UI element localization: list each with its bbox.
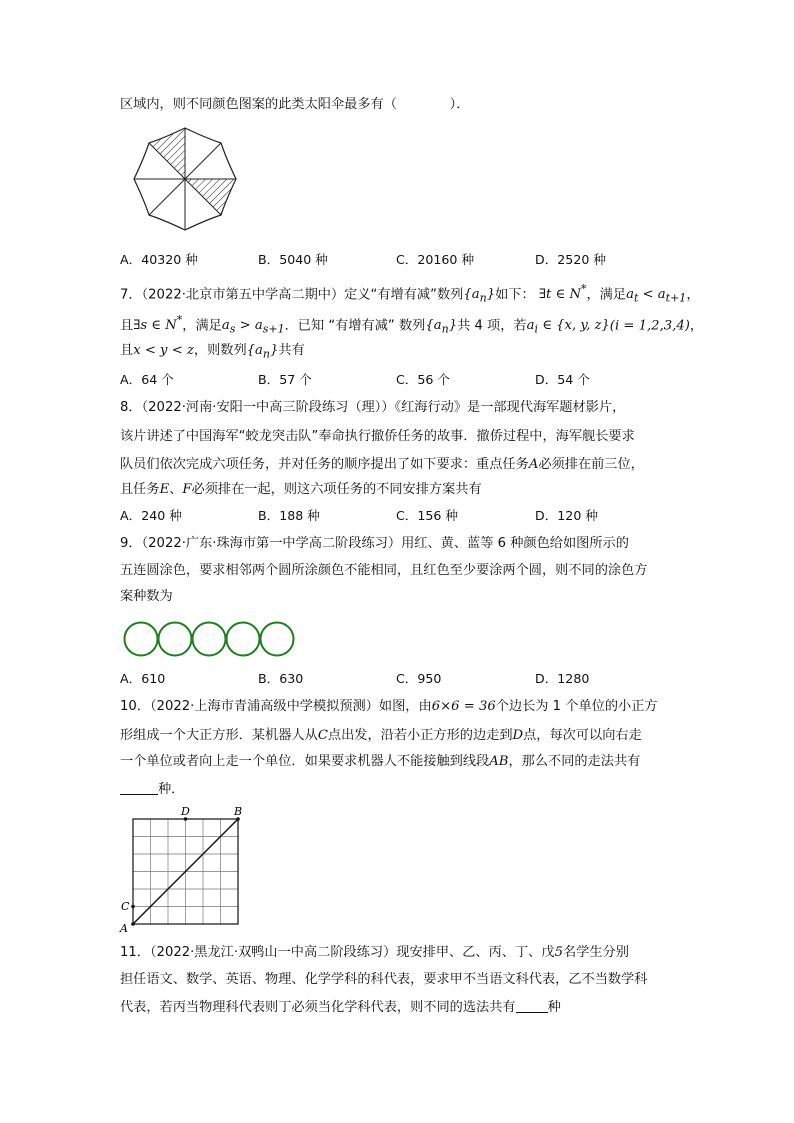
point-a — [131, 922, 135, 926]
q10-line-4: 种． — [120, 780, 184, 799]
q6-tail-text: 区域内，则不同颜色图案的此类太阳伞最多有（ ）． — [120, 97, 470, 112]
q10-line-3: 一个单位或者向上走一个单位．如果要求机器人不能接触到线段AB，那么不同的走法共有 — [120, 754, 641, 769]
umbrella-figure — [128, 122, 242, 236]
q6-option-c: C．20160 种 — [396, 252, 475, 267]
grid-figure — [116, 804, 256, 934]
q7-option-c: C．56 个 — [396, 372, 451, 387]
q10-line-2: 形组成一个大正方形．某机器人从C点出发，沿若小正方形的边走到D点，每次可以向右走 — [120, 728, 642, 743]
q8-line-4: 且任务E、F必须排在一起，则这六项任务的不同安排方案共有 — [120, 482, 482, 497]
five-circles-figure — [122, 619, 298, 659]
answer-blank — [120, 780, 158, 795]
label-a: A — [120, 922, 128, 934]
q7-option-a: A．64 个 — [120, 372, 174, 387]
point-c — [131, 905, 135, 909]
q7-option-d: D．54 个 — [535, 372, 590, 387]
q9-line-1: 9．（2022·广东·珠海市第一中学高二阶段练习）用红、黄、蓝等 6 种颜色给如图所示的 — [120, 536, 629, 551]
q6-option-a: A．40320 种 — [120, 252, 198, 267]
q9-option-a: A．610 — [120, 671, 166, 686]
q8-option-b: B．188 种 — [258, 508, 320, 523]
label-b: B — [234, 805, 243, 818]
q9-line-2: 五连圆涂色，要求相邻两个圆所涂颜色不能相同，且红色至少要涂两个圆，则不同的涂色方 — [120, 563, 648, 578]
answer-blank — [516, 998, 548, 1013]
q6-option-b: B．5040 种 — [258, 252, 328, 267]
q7-line-3: 且x < y < z，则数列$\{a_n\}$共有 — [120, 343, 305, 361]
q8-line-2: 该片讲述了中国海军“蛟龙突击队”奉命执行撤侨任务的故事．撤侨过程中，海军舰长要求 — [120, 429, 635, 444]
q8-line-3: 队员们依次完成六项任务，并对任务的顺序提出了如下要求：重点任务A必须排在前三位， — [120, 457, 644, 472]
circle-4 — [227, 623, 260, 656]
q8-option-a: A．240 种 — [120, 508, 182, 523]
circle-3 — [193, 623, 226, 656]
q9-option-d: D．1280 — [535, 671, 590, 686]
q11-line-3: 代表，若丙当物理科代表则丁必须当化学科代表，则不同的选法共有 种 — [120, 1000, 561, 1015]
q9-option-b: B．630 — [258, 671, 304, 686]
q9-option-c: C．950 — [396, 671, 442, 686]
q8-option-d: D．120 种 — [535, 508, 598, 523]
circle-2 — [159, 623, 192, 656]
q7-option-b: B．57 个 — [258, 372, 312, 387]
circle-1 — [125, 623, 158, 656]
circle-5 — [261, 623, 294, 656]
label-d: D — [181, 805, 190, 818]
q6-option-d: D．2520 种 — [535, 252, 606, 267]
q8-option-c: C．156 种 — [396, 508, 459, 523]
label-c: C — [121, 900, 130, 913]
q8-line-1: 8．（2022·河南·安阳一中高三阶段练习（理））《红海行动》是一部现代海军题材影片， — [120, 400, 626, 415]
q7-line-1: 7．（2022·北京市第五中学高二期中）定义“有增有减”数列$\{a_n\}$如下： ∃t ∈ N*，满足$a_t < a_{t+1}$， — [120, 283, 700, 306]
q10-line-1: 10．（2022·上海市青浦高级中学模拟预测）如图，由6×6 = 36个边长为 1 个单位的小正方 — [120, 699, 658, 714]
q11-line-1: 11．（2022·黑龙江·双鸭山一中高二阶段练习）现安排甲、乙、丙、丁、戊5名学生分别 — [120, 945, 629, 960]
q7-line-2: 且∃s ∈ N*，满足$a_s > a_{s+1}$．已知 “有增有减” 数列$\{a_n\}$共 4 项，若$a_i$ ∈ {x, y, z}(i = 1,2,3,4)， — [120, 314, 704, 337]
q11-line-2: 担任语文、数学、英语、物理、化学学科的科代表，要求甲不当语文科代表，乙不当数学科 — [120, 972, 648, 987]
q9-line-3: 案种数为 — [120, 589, 173, 604]
